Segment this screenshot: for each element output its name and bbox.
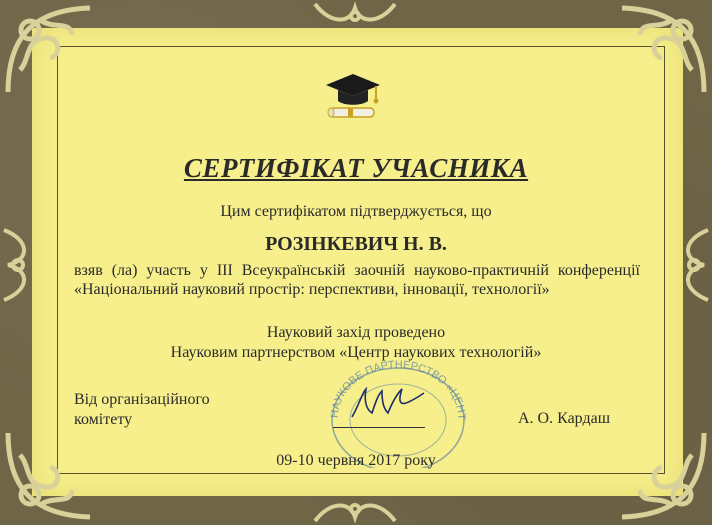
recipient-name: РОЗІНКЕВИЧ Н. В. xyxy=(265,233,447,255)
ornament-side-icon xyxy=(310,497,400,525)
ornament-side-icon xyxy=(310,0,400,28)
participation-text: взяв (ла) участь у ІІІ Всеукраїнській заочній науково-практичній конференції «Національний науковий простір: перспективи, інновації, технології» xyxy=(74,262,640,298)
graduation-cap-icon xyxy=(322,68,384,124)
ornament-corner-icon xyxy=(602,425,712,525)
org-line-2: комітету xyxy=(74,411,133,428)
ornament-corner-icon xyxy=(0,425,110,525)
stamp-text: НАУКОВЕ ПАРТНЕРСТВО «ЦЕНТ xyxy=(328,358,468,421)
ornament-corner-icon xyxy=(0,0,110,100)
certificate-title: СЕРТИФІКАТ УЧАСНИКА xyxy=(183,153,529,183)
certificate-intro: Цим сертифікатом підтверджується, що xyxy=(220,203,492,220)
ornament-corner-icon xyxy=(602,0,712,100)
signature-line xyxy=(333,427,425,428)
event-line-2: Науковим партнерством «Центр наукових технологій» xyxy=(170,344,542,361)
event-line-1: Науковий захід проведено xyxy=(266,324,446,341)
signature xyxy=(348,383,428,428)
org-line-1: Від організаційного xyxy=(74,391,210,408)
organizing-committee xyxy=(74,390,210,430)
signer-name: А. О. Кардаш xyxy=(518,410,611,427)
certificate-date: 09-10 червня 2017 року xyxy=(276,452,436,469)
